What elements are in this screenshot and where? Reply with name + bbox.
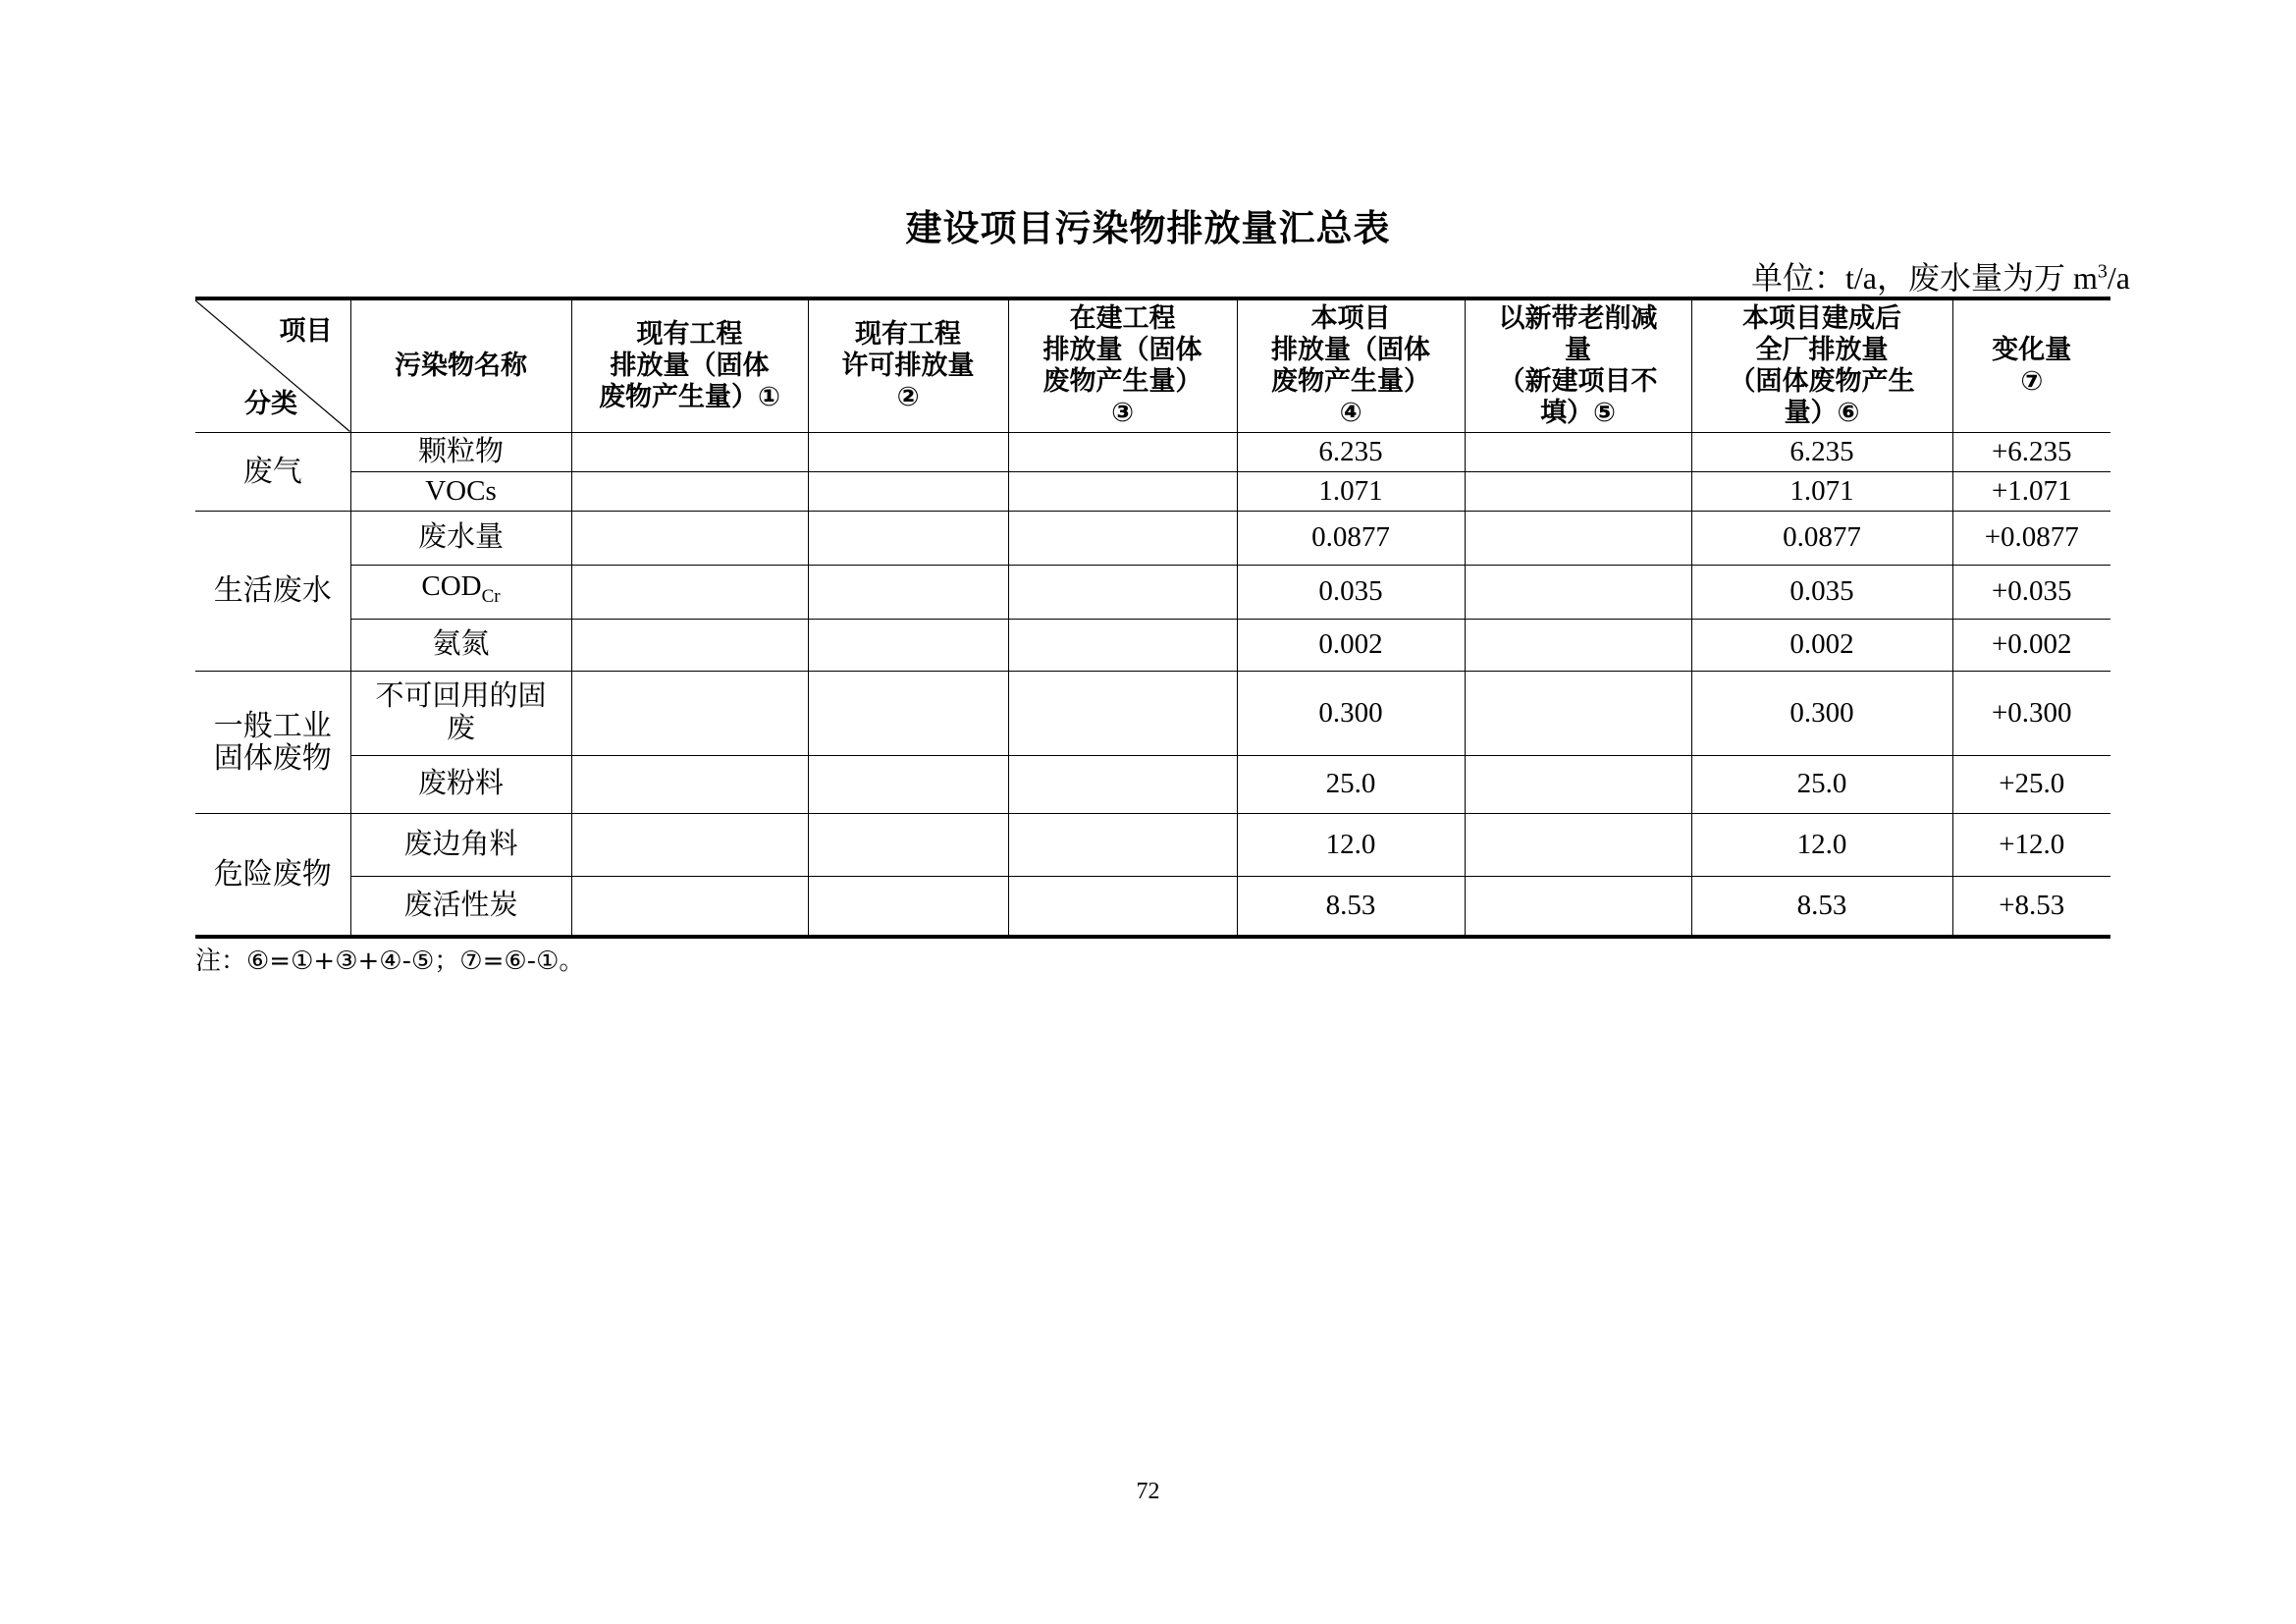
value-cell: +25.0 (1952, 755, 2110, 813)
header-text: 本项目 排放量（固体 废物产生量） ④ (1271, 302, 1430, 428)
header-text: 本项目建成后 全厂排放量 （固体废物产生 量）⑥ (1729, 302, 1915, 428)
value-cell: +0.035 (1952, 565, 2110, 619)
table-row (195, 813, 2110, 876)
value-cell: 0.300 (1237, 671, 1465, 755)
pollutant-name-cell: 氨氮 (350, 619, 571, 671)
pollutant-name-cell: 废边角料 (350, 813, 571, 876)
value-cell (808, 432, 1008, 471)
pollutant-name-text: COD (421, 570, 482, 603)
value-cell (1008, 471, 1237, 511)
header-text: 现有工程 许可排放量 ② (841, 318, 975, 412)
corner-header-cell (195, 298, 350, 432)
value-cell (571, 813, 808, 876)
value-cell: 8.53 (1691, 876, 1952, 937)
value-cell (571, 671, 808, 755)
value-cell: 0.002 (1691, 619, 1952, 671)
value-cell (1465, 876, 1691, 937)
value-cell (1465, 471, 1691, 511)
value-cell: 0.300 (1691, 671, 1952, 755)
value-cell (1008, 876, 1237, 937)
unit-superscript: 3 (2097, 260, 2108, 283)
category-cell: 废气 (195, 432, 350, 511)
value-cell (571, 471, 808, 511)
value-cell (571, 511, 808, 565)
pollutant-name-cell: 废粉料 (350, 755, 571, 813)
header-col5 (1465, 298, 1691, 432)
value-cell: 12.0 (1691, 813, 1952, 876)
corner-label-item: 项目 (279, 316, 333, 347)
value-cell (571, 432, 808, 471)
category-cell: 生活废水 (195, 511, 350, 671)
table-row (195, 671, 2110, 755)
header-col6 (1691, 298, 1952, 432)
value-cell: 0.002 (1237, 619, 1465, 671)
page-title: 建设项目污染物排放量汇总表 (905, 207, 1391, 249)
value-cell (571, 876, 808, 937)
value-cell: 1.071 (1237, 471, 1465, 511)
value-cell: 6.235 (1237, 432, 1465, 471)
table-row (195, 471, 2110, 511)
corner-label-category: 分类 (244, 388, 297, 419)
header-text: 污染物名称 (395, 350, 527, 381)
value-cell (1008, 755, 1237, 813)
unit-suffix: /a (2107, 260, 2130, 296)
table-row (195, 876, 2110, 937)
header-col7 (1952, 298, 2110, 432)
value-cell (808, 619, 1008, 671)
pollutant-summary-table (195, 297, 2110, 939)
value-cell (808, 813, 1008, 876)
table-row (195, 511, 2110, 565)
pollutant-name-cell: VOCs (350, 471, 571, 511)
table-row (195, 432, 2110, 471)
value-cell (808, 671, 1008, 755)
value-cell (808, 876, 1008, 937)
header-text: 以新带老削减 量 （新建项目不 填）⑤ (1498, 302, 1658, 428)
value-cell: 0.035 (1691, 565, 1952, 619)
pollutant-name-cell (350, 565, 571, 619)
pollutant-name-cell: 颗粒物 (350, 432, 571, 471)
value-cell: +0.0877 (1952, 511, 2110, 565)
value-cell (1008, 565, 1237, 619)
value-cell: +1.071 (1952, 471, 2110, 511)
header-col4 (1237, 298, 1465, 432)
value-cell (1465, 813, 1691, 876)
value-cell: 0.035 (1237, 565, 1465, 619)
value-cell (1465, 565, 1691, 619)
value-cell: 1.071 (1691, 471, 1952, 511)
value-cell (808, 471, 1008, 511)
value-cell (808, 565, 1008, 619)
value-cell (1465, 755, 1691, 813)
value-cell: 8.53 (1237, 876, 1465, 937)
table-row (195, 565, 2110, 619)
table-row (195, 755, 2110, 813)
header-text: 变化量 ⑦ (1992, 334, 2072, 397)
value-cell: 25.0 (1237, 755, 1465, 813)
value-cell: 12.0 (1237, 813, 1465, 876)
value-cell (808, 511, 1008, 565)
value-cell (1465, 619, 1691, 671)
value-cell: +8.53 (1952, 876, 2110, 937)
value-cell (571, 619, 808, 671)
pollutant-name-cell: 废活性炭 (350, 876, 571, 937)
value-cell (571, 755, 808, 813)
value-cell: 0.0877 (1691, 511, 1952, 565)
category-cell: 危险废物 (195, 813, 350, 937)
header-row (195, 298, 2110, 432)
unit-label (1751, 253, 2130, 298)
value-cell: 25.0 (1691, 755, 1952, 813)
header-text: 在建工程 排放量（固体 废物产生量） ③ (1042, 302, 1202, 428)
value-cell: +12.0 (1952, 813, 2110, 876)
header-col3 (1008, 298, 1237, 432)
value-cell (1008, 813, 1237, 876)
pollutant-name-subscript: Cr (481, 585, 501, 607)
value-cell (1008, 511, 1237, 565)
header-col2 (808, 298, 1008, 432)
value-cell (1465, 432, 1691, 471)
category-cell: 一般工业 固体废物 (195, 671, 350, 813)
table-row (195, 619, 2110, 671)
table-note: 注：⑥=①+③+④-⑤；⑦=⑥-①。 (195, 947, 585, 976)
header-col1 (571, 298, 808, 432)
value-cell (808, 755, 1008, 813)
value-cell: 0.0877 (1237, 511, 1465, 565)
value-cell (1008, 671, 1237, 755)
value-cell (571, 565, 808, 619)
header-text: 现有工程 排放量（固体 废物产生量）① (599, 318, 780, 412)
value-cell: +0.002 (1952, 619, 2110, 671)
value-cell (1465, 511, 1691, 565)
pollutant-name-cell: 不可回用的固 废 (350, 671, 571, 755)
value-cell (1465, 671, 1691, 755)
header-pollutant-name (350, 298, 571, 432)
value-cell (1008, 432, 1237, 471)
value-cell: +0.300 (1952, 671, 2110, 755)
value-cell: +6.235 (1952, 432, 2110, 471)
pollutant-name-cell: 废水量 (350, 511, 571, 565)
value-cell (1008, 619, 1237, 671)
value-cell: 6.235 (1691, 432, 1952, 471)
unit-prefix: 单位：t/a，废水量为万 m (1751, 260, 2098, 296)
page-number: 72 (1136, 1479, 1160, 1504)
